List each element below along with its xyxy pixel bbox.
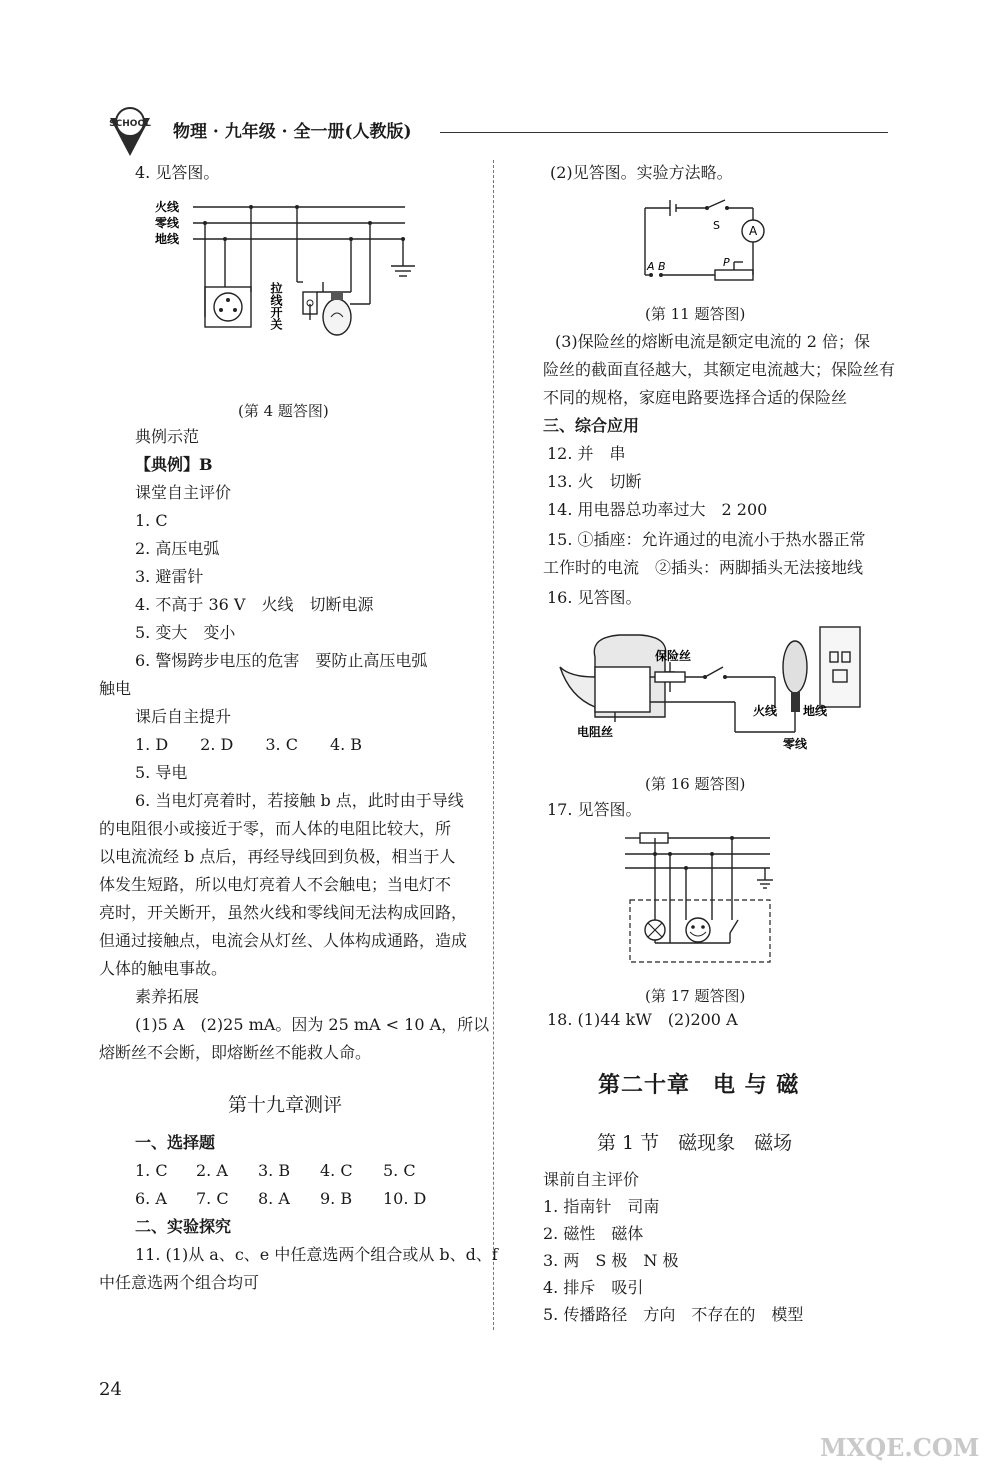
chapter20-title: 第二十章 电 与 磁 (598, 1072, 800, 1098)
suyang-item: (1)5 A (2)25 mA。因为 25 mA < 10 A，所以 (135, 1015, 490, 1034)
label-ground-wire: 地线 (155, 232, 180, 246)
fig16-live-label: 火线 (753, 704, 778, 718)
kq-item: 1. 指南针 司南 (543, 1197, 660, 1216)
slider-p-label: P (723, 256, 730, 269)
label-live-wire: 火线 (155, 200, 180, 214)
logo-text: SCHOOL (109, 119, 151, 129)
q11-2-text: (2)见答图。实验方法略。 (550, 163, 733, 182)
section1-title: 第 1 节 磁现象 磁场 (597, 1132, 793, 1154)
q4-text: 4. 见答图。 (135, 163, 220, 182)
suyang-item: 熔断丝不会断，即熔断丝不能救人命。 (99, 1043, 372, 1062)
sec1-heading: 一、选择题 (135, 1133, 216, 1152)
kehou-item: 人体的触电事故。 (99, 959, 228, 978)
ketang-item: 1. C (135, 511, 168, 530)
kehou-item: 6. 当电灯亮着时，若接触 b 点，此时由于导线 (135, 791, 464, 810)
choice-answer: 4. C (320, 1161, 353, 1180)
dianli-heading: 典例示范 (135, 427, 200, 446)
fig16-caption: (第 16 题答图) (645, 775, 746, 793)
kehou-item: 亮时，开关断开，虽然火线和零线间无法构成回路， (99, 903, 468, 922)
choice-answer: 6. A (135, 1189, 167, 1208)
q11-3-text: 险丝的截面直径越大，其额定电流越大；保险丝有 (543, 360, 896, 379)
kehou-heading: 课后自主提升 (135, 707, 232, 726)
dianli-answer: 【典例】B (135, 455, 213, 474)
terminal-a-label: A (647, 260, 655, 273)
switch-label: S (713, 219, 720, 232)
ketang-item: 3. 避雷针 (135, 567, 204, 586)
kehou-item: 体发生短路，所以电灯亮着人不会触电；当电灯不 (99, 875, 452, 894)
fig11-caption: (第 11 题答图) (645, 305, 746, 323)
figure-11 (625, 190, 775, 290)
column-divider (493, 160, 494, 1330)
q11-text: 11. (1)从 a、c、e 中任意选两个组合或从 b、d、f (135, 1245, 498, 1264)
kq-item: 5. 传播路径 方向 不存在的 模型 (543, 1305, 804, 1324)
q11-text: 中任意选两个组合均可 (99, 1273, 260, 1292)
kehou-item: 的电阻很小或接近于零，而人体的电阻比较大，所 (99, 819, 452, 838)
suyang-heading: 素养拓展 (135, 987, 200, 1006)
figure-17 (620, 828, 785, 968)
label-pull-switch: 拉线开关 (269, 282, 283, 330)
q17-text: 17. 见答图。 (547, 800, 642, 819)
answer-item: 工作时的电流 ②插头：两脚插头无法接地线 (543, 558, 864, 577)
page-number: 24 (99, 1379, 122, 1400)
ketang-heading: 课堂自主评价 (135, 483, 232, 502)
chapter19-test-title: 第十九章测评 (228, 1094, 343, 1116)
kq-item: 3. 两 S 极 N 极 (543, 1251, 679, 1270)
figure-4 (155, 192, 425, 367)
kq-heading: 课前自主评价 (543, 1170, 640, 1189)
fig16-ground-label: 地线 (803, 704, 828, 718)
choice-answer: 3. B (258, 1161, 291, 1180)
answer-item: 14. 用电器总功率过大 2 200 (547, 500, 768, 519)
choice-answer: 8. A (258, 1189, 290, 1208)
kq-item: 4. 排斥 吸引 (543, 1278, 644, 1297)
sec3-heading: 三、综合应用 (543, 416, 640, 435)
sec2-heading: 二、实验探究 (135, 1217, 232, 1236)
ketang-item: 5. 变大 变小 (135, 623, 236, 642)
ketang-item: 4. 不高于 36 V 火线 切断电源 (135, 595, 374, 614)
ketang-item: 触电 (99, 679, 132, 698)
terminal-b-label: B (658, 260, 666, 273)
choice-answer: 10. D (383, 1189, 427, 1208)
answer-item: 15. ①插座：允许通过的电流小于热水器正常 (547, 530, 866, 549)
kq-item: 2. 磁性 磁体 (543, 1224, 644, 1243)
answer-item: 13. 火 切断 (547, 472, 642, 491)
kehou-item: 5. 导电 (135, 763, 188, 782)
ketang-item: 2. 高压电弧 (135, 539, 220, 558)
answer-item: 16. 见答图。 (547, 588, 642, 607)
label-neutral-wire: 零线 (155, 216, 180, 230)
fig16-neutral-label: 零线 (783, 737, 808, 751)
fig16-fuse-label: 保险丝 (655, 649, 692, 663)
fig16-resistor-label: 电阻丝 (577, 725, 614, 739)
header-title: 物理 · 九年级 · 全一册(人教版) (173, 122, 412, 142)
choice-answer: 1. C (135, 1161, 168, 1180)
kehou-item: 但通过接触点，电流会从灯丝、人体构成通路，造成 (99, 931, 468, 950)
kehou-item: 以电流流经 b 点后，再经导线回到负极，相当于人 (99, 847, 456, 866)
figure-16 (555, 622, 870, 757)
q11-3-text: (3)保险丝的熔断电流是额定电流的 2 倍；保 (555, 332, 871, 351)
answer-item: 12. 并 串 (547, 444, 626, 463)
fig4-caption: (第 4 题答图) (238, 402, 329, 420)
header-rule (440, 132, 888, 133)
choice-answer: 5. C (383, 1161, 416, 1180)
choice-answer: 7. C (196, 1189, 229, 1208)
q11-3-text: 不同的规格，家庭电路要选择合适的保险丝 (543, 388, 848, 407)
q18-text: 18. (1)44 kW (2)200 A (547, 1010, 738, 1029)
choice-answer: 9. B (320, 1189, 353, 1208)
watermark: MXQE.COM (820, 1433, 980, 1462)
school-logo (100, 100, 160, 160)
choice-answer: 2. A (196, 1161, 228, 1180)
fig17-caption: (第 17 题答图) (645, 987, 746, 1005)
ketang-item: 6. 警惕跨步电压的危害 要防止高压电弧 (135, 651, 428, 670)
ammeter-label: A (749, 224, 758, 238)
kehou-item: 1. D 2. D 3. C 4. B (135, 735, 363, 754)
